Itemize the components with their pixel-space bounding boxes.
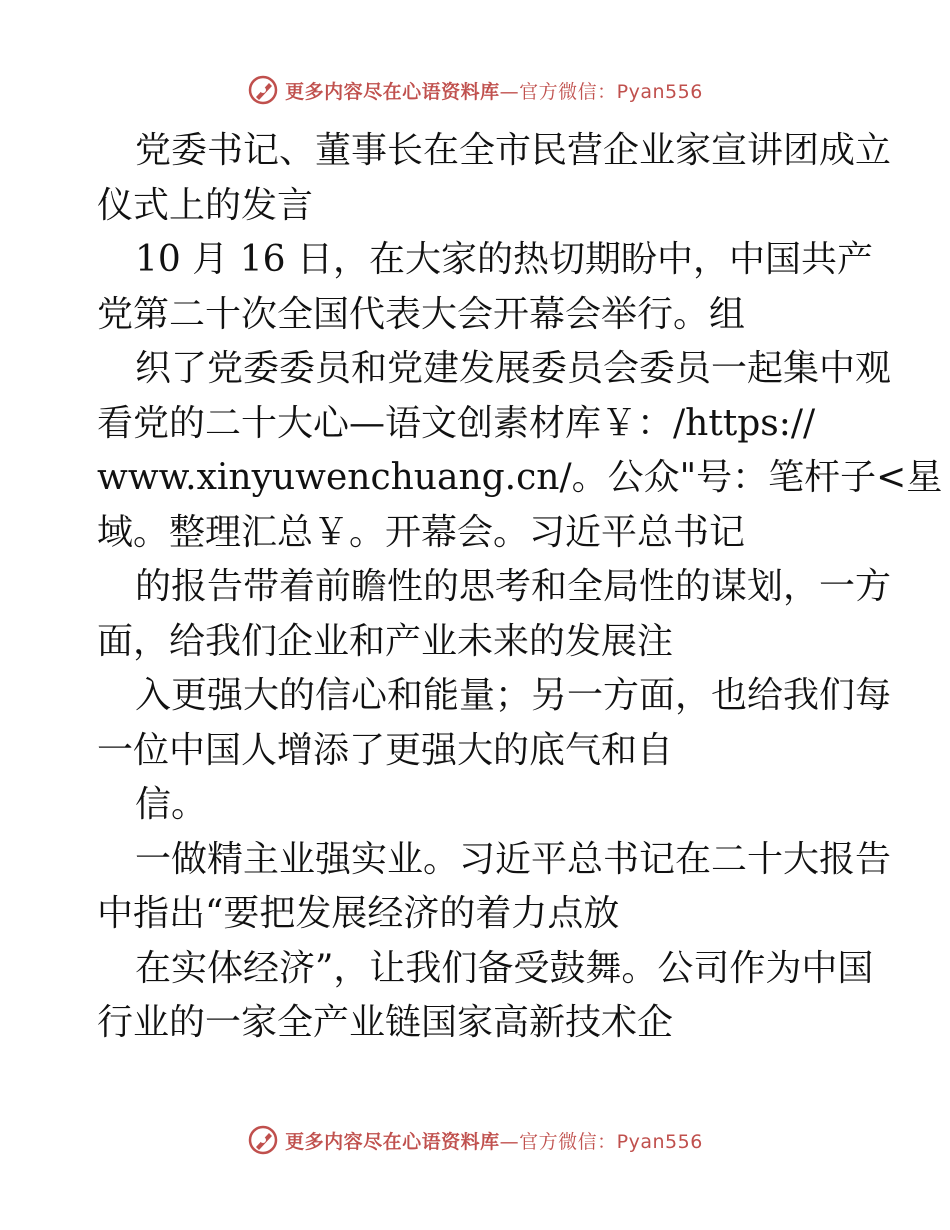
body-text-line: 域。整理汇总￥。开幕会。习近平总书记 xyxy=(97,511,746,553)
seal-pen-logo-icon xyxy=(247,1124,279,1156)
footer-watermark-banner xyxy=(0,1120,950,1160)
banner-main-text: 更多内容尽在心语资料库 xyxy=(285,1130,500,1153)
body-text-line: 仪式上的发言 xyxy=(97,184,314,226)
banner-suffix: 官方微信：Pyan556 xyxy=(519,1130,703,1153)
body-text-line: 的报告带着前瞻性的思考和全局性的谋划，一方 xyxy=(135,566,892,607)
body-text-line: 一做精主业强实业。习近平总书记在二十大报告 xyxy=(135,838,892,880)
body-text-line: 织了党委委员和党建发展委员会委员一起集中观 xyxy=(135,348,892,389)
body-text-line: 面，给我们企业和产业未来的发展注 xyxy=(97,620,674,662)
body-text-line: 入更强大的信心和能量；另一方面，也给我们每 xyxy=(135,675,892,716)
banner-text xyxy=(285,77,703,104)
banner-text xyxy=(285,1127,703,1154)
banner-main-text: 更多内容尽在心语资料库 xyxy=(285,80,500,103)
body-text-line: 行业的一家全产业链国家高新技术企 xyxy=(97,1002,674,1043)
banner-suffix: 官方微信：Pyan556 xyxy=(519,80,703,103)
header-watermark-banner xyxy=(0,70,950,110)
body-text-line: 在实体经济”，让我们备受鼓舞。公司作为中国 xyxy=(135,947,874,989)
seal-pen-logo-icon xyxy=(247,74,279,106)
body-text-line: 一位中国人增添了更强大的底气和自 xyxy=(97,729,674,771)
body-text-line: 看党的二十大心—语文创素材库￥：/https:// xyxy=(97,402,816,444)
body-text-line: 中指出“要把发展经济的着力点放 xyxy=(97,893,620,934)
body-text-line: 党委书记、董事长在全市民营企业家宣讲团成立 xyxy=(135,130,892,171)
body-text-line: www.xinyuwenchuang.cn/。公众"号：笔杆子<星 xyxy=(97,457,943,498)
body-text-line: 10 月 16 日，在大家的热切期盼中，中国共产 xyxy=(135,239,873,280)
body-text-line: 信。 xyxy=(135,784,208,825)
banner-separator: — xyxy=(499,80,520,103)
banner-separator: — xyxy=(499,1130,520,1153)
document-body xyxy=(97,124,943,1051)
body-text-line: 党第二十次全国代表大会开幕会举行。组 xyxy=(97,293,746,335)
